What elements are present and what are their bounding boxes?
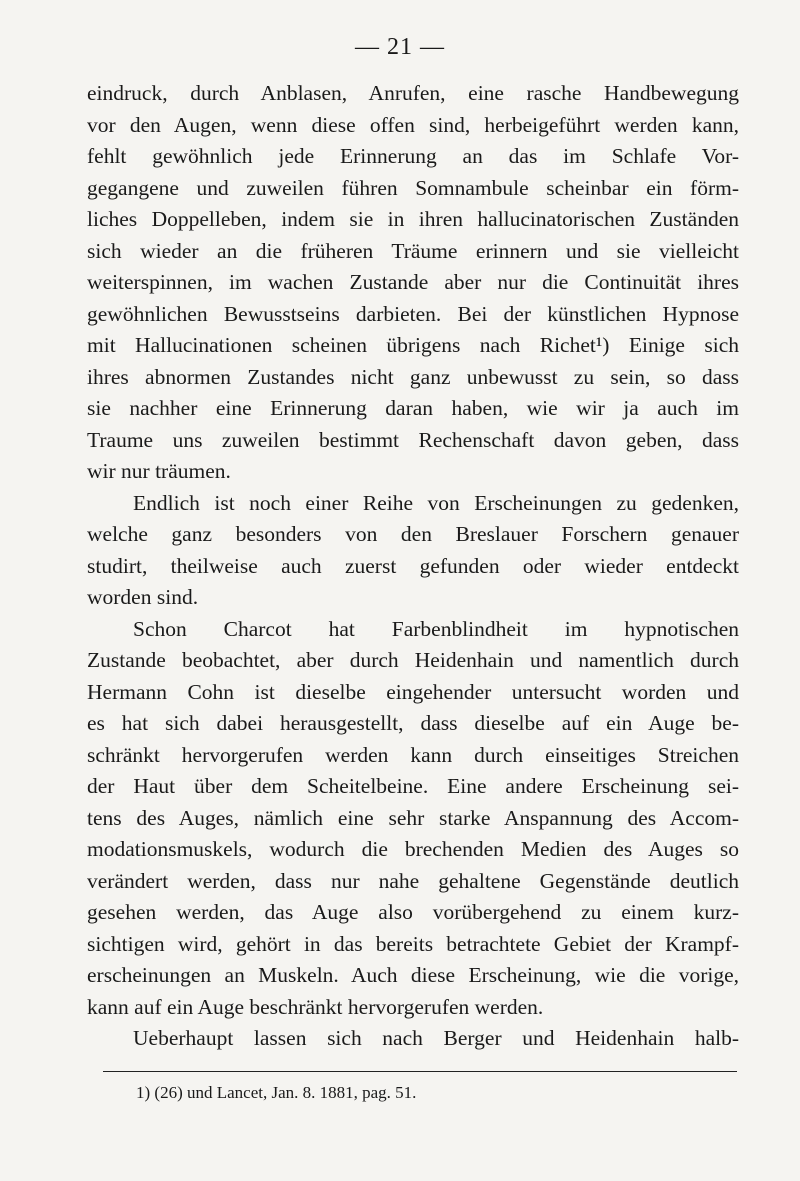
text-line: kann auf ein Auge beschränkt hervorgerufen werden. [87, 994, 544, 1019]
text-line: Traume uns zuweilen bestimmt Rechenschaft davon geben, dass [87, 427, 739, 452]
text-line: Schon Charcot hat Farbenblindheit im hypnotischen [133, 616, 739, 641]
text-line: liches Doppelleben, indem sie in ihren hallucinatorischen Zuständen [87, 207, 739, 231]
text-line: tens des Auges, nämlich eine sehr starke Anspannung des Accom- [87, 805, 739, 830]
text-line: fehlt gewöhnlich jede Erinnerung an das im Schlafe Vor- [87, 144, 739, 168]
text-line: worden sind. [87, 585, 199, 609]
text-line: eindruck, durch Anblasen, Anrufen, eine rasche Handbewegung [87, 81, 739, 105]
text-line: vor den Augen, wenn diese offen sind, herbeigeführt werden kann, [87, 112, 739, 137]
text-line: gewöhnlichen Bewusstseins darbieten. Bei der künstlichen Hypnose [87, 301, 739, 326]
text-line: Hermann Cohn ist dieselbe eingehender untersucht worden und [87, 679, 739, 704]
footnote: 1) (26) und Lancet, Jan. 8. 1881, pag. 51. [136, 1083, 417, 1102]
text-line: weiterspinnen, im wachen Zustande aber nur die Continuität ihres [87, 270, 739, 294]
text-line: Endlich ist noch einer Reihe von Erscheinungen zu gedenken, [133, 490, 739, 515]
text-line: modationsmuskels, wodurch die brechenden Medien des Auges so [87, 837, 739, 861]
text-line: sichtigen wird, gehört in das bereits betrachtete Gebiet der Krampf- [87, 931, 739, 956]
text-line: wir nur träumen. [87, 459, 231, 483]
text-line: gesehen werden, das Auge also vorübergehend zu einem kurz- [87, 900, 739, 924]
text-line: Ueberhaupt lassen sich nach Berger und Heidenhain halb- [133, 1026, 739, 1050]
text-line: es hat sich dabei herausgestellt, dass dieselbe auf ein Auge be- [87, 711, 739, 735]
footnote-divider [103, 1071, 737, 1072]
text-line: gegangene und zuweilen führen Somnambule scheinbar ein förm- [87, 175, 739, 200]
text-line: Zustande beobachtet, aber durch Heidenhain und namentlich durch [87, 648, 739, 672]
text-line: sich wieder an die früheren Träume erinnern und sie vielleicht [87, 238, 739, 263]
text-line: sie nachher eine Erinnerung daran haben, wie wir ja auch im [87, 396, 739, 420]
page-number: — 21 — [355, 34, 445, 60]
body-text [87, 78, 739, 1055]
text-line: der Haut über dem Scheitelbeine. Eine andere Erscheinung sei- [87, 774, 739, 798]
text-line: mit Hallucinationen scheinen übrigens nach Richet¹) Einige sich [87, 333, 739, 357]
text-line: verändert werden, dass nur nahe gehaltene Gegenstände deutlich [87, 868, 739, 893]
text-line: ihres abnormen Zustandes nicht ganz unbewusst zu sein, so dass [87, 364, 739, 389]
text-line: welche ganz besonders von den Breslauer Forschern genauer [87, 522, 739, 546]
text-line: erscheinungen an Muskeln. Auch diese Erscheinung, wie die vorige, [87, 963, 739, 987]
text-line: studirt, theilweise auch zuerst gefunden oder wieder entdeckt [87, 553, 739, 578]
text-line: schränkt hervorgerufen werden kann durch einseitiges Streichen [87, 742, 739, 767]
